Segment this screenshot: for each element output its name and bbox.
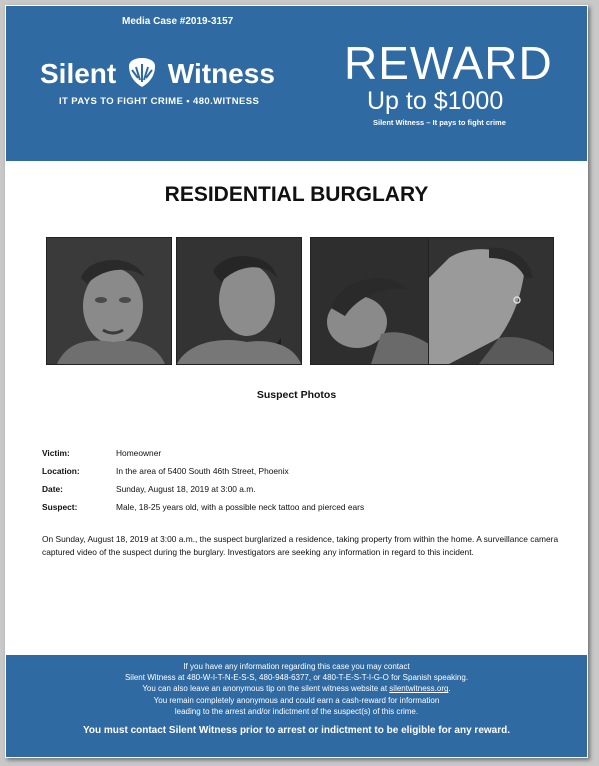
crime-title: RESIDENTIAL BURGLARY — [164, 183, 429, 206]
logo-word-left: Silent — [40, 57, 117, 89]
suspect-photo-3 — [310, 237, 436, 365]
footer-line-3-suffix: . — [448, 684, 451, 694]
footer-final-notice: You must contact Silent Witness prior to arrest or indictment to be eligible for any reward. — [82, 725, 511, 737]
footer-line-1: If you have any information regarding this case you may contact — [183, 662, 410, 671]
suspect-photo-4 — [428, 237, 554, 365]
footer-line-3 — [6, 683, 587, 694]
media-case-number: Media Case #2019-3157 — [122, 16, 234, 27]
footer-line-2: Silent Witness at 480-W-I-T-N-E-S-S, 480-948-6377, or 480-T-E-S-T-I-G-O for Spanish speaking. — [124, 673, 469, 683]
photos-caption: Suspect Photos — [256, 389, 337, 401]
detail-value: Male, 18-25 years old, with a possible neck tattoo and pierced ears — [116, 502, 365, 512]
logo-tagline: IT PAYS TO FIGHT CRIME • 480.WITNESS — [59, 96, 260, 107]
website-link[interactable]: silentwitness.org — [389, 684, 449, 694]
footer-line-3-prefix: You can also leave an anonymous tip on the silent witness website at — [142, 684, 390, 694]
detail-value: In the area of 5400 South 46th Street, Phoenix — [116, 466, 289, 476]
case-narrative: On Sunday, August 18, 2019 at 3:00 a.m., the suspect burglarized a residence, taking property from within the home. A surveillance camera captured video of the suspect during the burglary. Investigators are seeking any information in regard to this incident. — [42, 534, 559, 557]
footer-line-5: leading to the arrest and/or indictment of the suspect(s) of this crime. — [174, 706, 419, 716]
suspect-photo-2 — [176, 237, 302, 365]
detail-label: Location: — [42, 466, 80, 476]
flyer-page — [5, 5, 588, 758]
header-banner — [6, 6, 587, 161]
detail-label: Suspect: — [42, 502, 78, 512]
footer-line-4: You remain completely anonymous and could earn a cash-reward for information — [153, 695, 440, 705]
logo-word-right: Witness — [167, 57, 275, 89]
detail-label: Date: — [42, 484, 63, 494]
detail-value: Homeowner — [116, 448, 162, 458]
detail-label: Victim: — [42, 448, 70, 458]
contact-footer — [6, 655, 587, 757]
reward-amount: Up to $1000 — [367, 87, 504, 115]
reward-heading: REWARD — [344, 37, 553, 89]
shield-emblem-icon — [127, 56, 157, 95]
reward-subtitle: Silent Witness – It pays to fight crime — [373, 118, 506, 127]
silent-witness-logo — [40, 56, 275, 95]
suspect-photo-1 — [46, 237, 172, 365]
detail-value: Sunday, August 18, 2019 at 3:00 a.m. — [116, 484, 256, 494]
